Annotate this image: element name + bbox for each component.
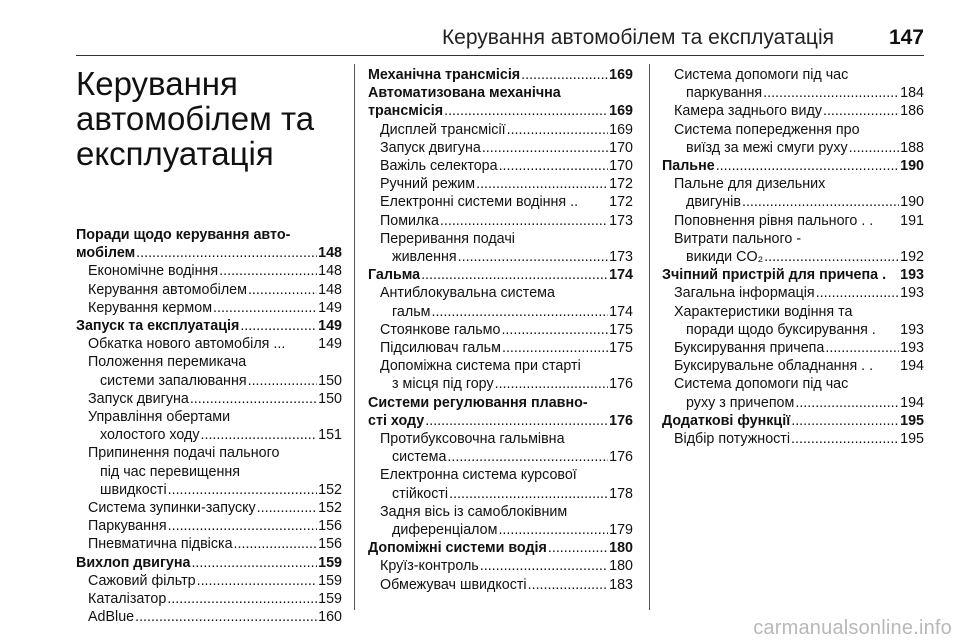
toc-entry[interactable] <box>662 102 924 120</box>
dot-leader <box>201 426 318 444</box>
toc-page-number: 188 <box>900 139 924 156</box>
toc-list <box>368 66 633 594</box>
dot-leader <box>548 539 608 557</box>
toc-page-number: 149 <box>318 318 342 335</box>
dot-leader <box>495 375 609 393</box>
toc-entry[interactable] <box>368 175 633 193</box>
toc-entry[interactable] <box>368 576 633 594</box>
toc-page-number: 175 <box>609 340 633 357</box>
toc-entry-line: Управління обертами <box>88 409 231 426</box>
toc-entry-text: Зчіпний пристрій для причепа . <box>662 267 887 284</box>
toc-entry-text: Камера заднього виду <box>674 103 822 120</box>
toc-page-number: 149 <box>318 299 342 316</box>
chapter-title <box>76 66 342 171</box>
toc-entry[interactable] <box>76 590 342 608</box>
dot-leader <box>168 481 318 499</box>
dot-leader <box>791 430 899 448</box>
dot-leader <box>816 284 899 302</box>
dot-leader <box>240 317 317 335</box>
toc-page-number: 192 <box>900 249 924 266</box>
toc-entry-text: Паркування <box>88 518 167 535</box>
dot-leader <box>219 262 317 280</box>
toc-entry[interactable] <box>662 157 924 175</box>
toc-entry-text: руху з причепом <box>686 394 795 411</box>
toc-entry[interactable] <box>368 193 633 211</box>
toc-entry-text: стійкості <box>392 485 449 502</box>
toc-column-3 <box>662 66 924 448</box>
toc-page-number: 151 <box>318 427 342 444</box>
dot-leader <box>168 517 317 535</box>
spacer <box>76 171 342 226</box>
toc-entry-text: швидкості <box>100 481 167 498</box>
toc-entry[interactable] <box>76 572 342 590</box>
toc-entry-text: Система зупинки-запуску <box>88 500 256 517</box>
toc-entry[interactable] <box>76 390 342 408</box>
toc-entry[interactable] <box>368 539 633 557</box>
toc-entry[interactable] <box>368 102 633 120</box>
toc-entry[interactable] <box>662 394 924 412</box>
dot-leader <box>499 157 609 175</box>
toc-page-number: 172 <box>609 194 633 211</box>
toc-entry[interactable] <box>368 521 633 539</box>
toc-entry[interactable] <box>76 481 342 499</box>
toc-page-number: 150 <box>318 372 342 389</box>
toc-entry-line: Система попередження про <box>674 121 860 138</box>
dot-leader <box>440 212 608 230</box>
toc-page-number: 150 <box>318 390 342 407</box>
toc-entry-text: Відбір потужності <box>674 431 791 448</box>
dot-leader <box>480 557 608 575</box>
toc-entry-line: Характеристики водіння та <box>674 303 853 320</box>
toc-page-number: 195 <box>900 431 924 448</box>
toc-page-number: 170 <box>609 139 633 156</box>
dot-leader <box>447 448 608 466</box>
toc-entry[interactable] <box>368 321 633 339</box>
toc-page-number: 169 <box>609 121 633 138</box>
toc-page-number: 193 <box>900 340 924 357</box>
dot-leader <box>431 303 608 321</box>
toc-entry[interactable] <box>76 554 342 572</box>
toc-entry-line: Задня вісь із самоблоківним <box>380 503 568 520</box>
toc-entry-text: Важіль селектора <box>380 158 498 175</box>
toc-entry[interactable] <box>368 412 633 430</box>
toc-page-number: 193 <box>900 267 924 284</box>
dot-leader <box>167 590 317 608</box>
running-header-title: Керування автомобілем та експлуатація <box>441 26 834 49</box>
dot-leader <box>825 339 899 357</box>
dot-leader <box>501 321 608 339</box>
toc-page-number: 159 <box>318 572 342 589</box>
toc-column-1 <box>76 66 342 626</box>
toc-entry-text: Пальне <box>662 158 715 175</box>
toc-entry[interactable] <box>368 212 633 230</box>
toc-entry[interactable] <box>662 266 924 284</box>
toc-entry-text: сті ходу <box>368 412 425 429</box>
header-rule <box>76 55 924 56</box>
dot-leader <box>136 244 317 262</box>
toc-entry-text: система <box>392 449 447 466</box>
toc-entry-text: системи запалювання <box>100 372 247 389</box>
toc-page-number: 173 <box>609 249 633 266</box>
toc-entry-text: Пневматична підвіска <box>88 536 233 553</box>
toc-entry[interactable] <box>76 281 342 299</box>
dot-leader <box>449 485 608 503</box>
toc-entry[interactable] <box>662 321 924 339</box>
toc-entry-text: паркування <box>686 85 763 102</box>
dot-leader <box>482 139 608 157</box>
dot-leader <box>197 572 318 590</box>
toc-entry-text: Підсилювач гальм <box>380 340 501 357</box>
toc-entry-line: Система допомоги під час <box>674 67 849 83</box>
toc-entry-line: Припинення подачі пального <box>88 445 280 462</box>
toc-entry-text: виїзд за межі смуги руху <box>686 139 848 156</box>
toc-entry[interactable] <box>368 375 633 393</box>
dot-leader <box>248 281 317 299</box>
toc-entry-text: з місця під гору <box>392 376 494 393</box>
toc-entry-text: Додаткові функції <box>662 412 791 429</box>
toc-entry-text: Керування кермом <box>88 299 213 316</box>
toc-page-number: 180 <box>609 558 633 575</box>
toc-entry[interactable] <box>76 499 342 517</box>
chapter-title-line: експлуатація <box>76 135 274 172</box>
toc-entry[interactable] <box>368 303 633 321</box>
dot-leader <box>764 248 899 266</box>
toc-entry-text: диференціалом <box>392 522 498 539</box>
toc-page-number: 191 <box>900 212 924 229</box>
toc-page-number: 179 <box>609 522 633 539</box>
toc-entry[interactable] <box>76 317 342 335</box>
toc-entry-text: Ручний режим <box>380 176 476 193</box>
toc-entry[interactable] <box>368 557 633 575</box>
toc-entry-line: Системи регулювання плавно- <box>368 394 588 411</box>
toc-entry-text: AdBlue <box>88 609 135 626</box>
toc-page-number: 193 <box>900 321 924 338</box>
dot-leader <box>190 390 317 408</box>
toc-entry-line: Система допомоги під час <box>674 376 849 393</box>
dot-leader <box>763 84 899 102</box>
toc-entry-text: Вихлоп двигуна <box>76 554 191 571</box>
toc-entry-text: Круїз-контроль <box>380 558 479 575</box>
toc-entry[interactable] <box>368 339 633 357</box>
dot-leader <box>716 157 899 175</box>
dot-leader <box>528 576 609 594</box>
toc-entry-text: Буксирування причепа <box>674 340 825 357</box>
dot-leader <box>795 394 899 412</box>
toc-entry-text: живлення <box>392 249 457 266</box>
dot-leader <box>823 102 899 120</box>
toc-page-number: 190 <box>900 194 924 211</box>
toc-page-number: 195 <box>900 412 924 429</box>
toc-entry-line: Пальне для дизельних <box>674 176 826 193</box>
toc-entry-text: гальм <box>392 303 431 320</box>
toc-entry-text: Економічне водіння <box>88 263 219 280</box>
toc-entry-text: Загальна інформація <box>674 285 815 302</box>
toc-page-number: 186 <box>900 103 924 120</box>
dot-leader <box>248 372 318 390</box>
toc-page-number: 156 <box>318 518 342 535</box>
page-header <box>76 24 924 64</box>
toc-entry[interactable] <box>662 139 924 157</box>
toc-entry-line: Антиблокувальна система <box>380 285 555 302</box>
page-number: 147 <box>888 26 924 49</box>
dot-leader <box>502 339 608 357</box>
toc-page-number: 148 <box>318 263 342 280</box>
toc-page-number: 159 <box>318 554 342 571</box>
toc-entry-text: поради щодо буксирування . <box>686 321 876 338</box>
toc-entry-line: Витрати пального - <box>674 230 802 247</box>
toc-page-number: 173 <box>609 212 633 229</box>
toc-entry[interactable] <box>76 535 342 553</box>
toc-page-number: 148 <box>318 281 342 298</box>
toc-entry[interactable] <box>368 66 633 84</box>
dot-leader <box>849 139 900 157</box>
toc-entry[interactable] <box>76 335 342 353</box>
toc-entry[interactable] <box>76 608 342 626</box>
toc-entry-text: двигунів <box>686 194 741 211</box>
toc-entry-text: холостого ходу <box>100 427 200 444</box>
toc-entry[interactable] <box>76 517 342 535</box>
column-divider <box>649 64 650 610</box>
toc-entry-text: Запуск та експлуатація <box>76 318 240 335</box>
toc-entry[interactable] <box>662 248 924 266</box>
toc-column-2 <box>368 66 633 594</box>
dot-leader <box>421 266 608 284</box>
toc-page-number: 169 <box>609 67 633 83</box>
toc-entry[interactable] <box>76 244 342 262</box>
toc-page-number: 174 <box>609 267 633 284</box>
dot-leader <box>444 102 608 120</box>
toc-list <box>662 66 924 448</box>
toc-entry-text: Сажовий фільтр <box>88 572 196 589</box>
toc-entry-line: Поради щодо керування авто- <box>76 227 291 243</box>
dot-leader <box>425 412 608 430</box>
dot-leader <box>507 121 609 139</box>
column-divider <box>354 64 355 610</box>
toc-page-number: 159 <box>318 591 342 608</box>
dot-leader <box>191 554 317 572</box>
toc-page-number: 176 <box>609 376 633 393</box>
toc-entry-text: Запуск двигуна <box>380 139 481 156</box>
toc-page-number: 180 <box>609 540 633 557</box>
toc-entry-text: Запуск двигуна <box>88 390 189 407</box>
toc-entry[interactable] <box>76 426 342 444</box>
dot-leader <box>213 299 317 317</box>
toc-entry-text: Буксирувальне обладнання . . <box>674 358 874 375</box>
toc-entry[interactable] <box>662 193 924 211</box>
toc-entry[interactable] <box>76 372 342 390</box>
dot-leader <box>234 535 318 553</box>
toc-entry-text: Стоянкове гальмо <box>380 321 501 338</box>
toc-entry[interactable] <box>368 121 633 139</box>
toc-entry-line: під час перевищення <box>100 463 241 480</box>
toc-page-number: 178 <box>609 485 633 502</box>
toc-page-number: 148 <box>318 245 342 262</box>
toc-entry[interactable] <box>76 262 342 280</box>
toc-entry[interactable] <box>662 212 924 230</box>
toc-page-number: 174 <box>609 303 633 320</box>
dot-leader <box>476 175 608 193</box>
toc-page-number: 152 <box>318 481 342 498</box>
toc-page-number: 176 <box>609 412 633 429</box>
dot-leader <box>742 193 899 211</box>
toc-entry[interactable] <box>76 299 342 317</box>
toc-entry-text: трансмісія <box>368 103 444 120</box>
toc-page-number: 193 <box>900 285 924 302</box>
toc-entry[interactable] <box>662 339 924 357</box>
toc-entry[interactable] <box>368 266 633 284</box>
toc-page-number: 184 <box>900 85 924 102</box>
dot-leader <box>135 608 317 626</box>
toc-page-number: 160 <box>318 609 342 626</box>
toc-entry-line: Автоматизована механічна <box>368 85 561 102</box>
toc-page-number: 156 <box>318 536 342 553</box>
toc-entry[interactable] <box>368 157 633 175</box>
toc-entry[interactable] <box>368 248 633 266</box>
toc-entry-text: мобілем <box>76 245 136 262</box>
toc-entry[interactable] <box>662 412 924 430</box>
dot-leader <box>257 499 317 517</box>
toc-entry-text: Обкатка нового автомобіля ... <box>88 336 286 353</box>
toc-page-number: 175 <box>609 321 633 338</box>
toc-entry-line: Допоміжна система при старті <box>380 358 581 375</box>
toc-entry[interactable] <box>662 357 924 375</box>
toc-entry-text: Механічна трансмісія <box>368 67 521 83</box>
toc-entry-text: Гальма <box>368 267 421 284</box>
dot-leader <box>498 521 608 539</box>
toc-page-number: 194 <box>900 394 924 411</box>
toc-entry-text: Помилка <box>380 212 439 229</box>
toc-page-number: 149 <box>318 336 342 353</box>
toc-entry-line: Протибуксовочна гальмівна <box>380 431 565 448</box>
toc-page-number: 194 <box>900 358 924 375</box>
toc-entry-text: Каталізатор <box>88 591 167 608</box>
dot-leader <box>521 66 608 84</box>
toc-page-number: 172 <box>609 176 633 193</box>
toc-entry-line: Положення перемикача <box>88 354 247 371</box>
toc-entry[interactable] <box>368 485 633 503</box>
toc-page-number: 170 <box>609 158 633 175</box>
toc-entry-text: викиди CO₂ <box>686 249 764 266</box>
toc-page-number: 152 <box>318 500 342 517</box>
toc-entry[interactable] <box>662 430 924 448</box>
toc-list <box>76 226 342 626</box>
toc-entry-text: Дисплей трансмісії <box>380 121 506 138</box>
toc-entry[interactable] <box>368 139 633 157</box>
dot-leader <box>791 412 899 430</box>
toc-entry-text: Керування автомобілем <box>88 281 247 298</box>
dot-leader <box>458 248 608 266</box>
toc-entry-text: Допоміжні системи водія <box>368 540 547 557</box>
toc-entry-text: Поповнення рівня пального . . <box>674 212 874 229</box>
chapter-title-line: автомобілем та <box>76 100 315 137</box>
toc-page-number: 190 <box>900 158 924 175</box>
toc-entry[interactable] <box>662 284 924 302</box>
toc-entry-text: Електронні системи водіння .. <box>380 194 579 211</box>
watermark: carmanualsonline.info <box>753 617 952 639</box>
toc-page-number: 183 <box>609 576 633 593</box>
toc-entry[interactable] <box>368 448 633 466</box>
toc-page-number: 176 <box>609 449 633 466</box>
toc-entry-text: Обмежувач швидкості <box>380 576 527 593</box>
toc-entry-line: Електронна система курсової <box>380 467 577 484</box>
chapter-title-line: Керування <box>76 65 238 102</box>
toc-entry[interactable] <box>662 84 924 102</box>
toc-page-number: 169 <box>609 103 633 120</box>
toc-entry-line: Переривання подачі <box>380 230 515 247</box>
